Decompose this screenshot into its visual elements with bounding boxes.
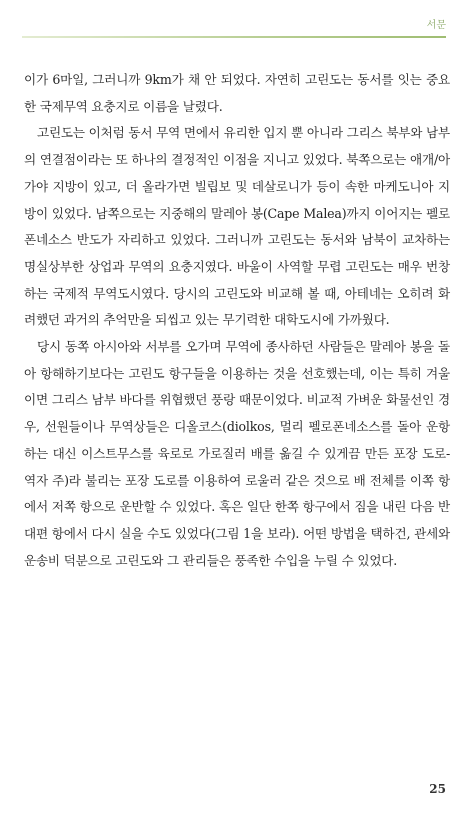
page-number: 25 [429, 782, 446, 796]
paragraph-2: 고린도는 이처럼 동서 무역 면에서 유리한 입지 뿐 아니라 그리스 북부와 남부의 연결점이라는 또 하나의 결정적인 이점을 지니고 있었다. 북쪽으로는 애개/아가야 지방이 있고, 더 올라가면 빌립보 및 데살로니가 등이 속한 마케도니아 지방이 있었다. 남쪽으로는 지중해의 말레아 봉(Cape Malea)까지 이어지는 펠로폰네소스 반도가 자리하고 있었다. 그러니까 고린도는 동서와 남북이 교차하는 명실상부한 상업과 무역의 요충지였다. 바울이 사역할 무렵 고린도는 매우 번창하는 국제적 무역도시였다. 당시의 고린도와 비교해 볼 때, 아테네는 오히려 화려했던 과거의 추억만을 되씹고 있는 무기력한 대학도시에 가까웠다. [24, 125, 450, 328]
header-rule [22, 36, 446, 38]
body-text [24, 67, 450, 574]
paragraph-1: 이가 6마일, 그러니까 9km가 채 안 되었다. 자연히 고린도는 동서를 잇는 중요한 국제무역 요충지로 이름을 날렸다. [24, 72, 450, 114]
paragraph-3: 당시 동쪽 아시아와 서부를 오가며 무역에 종사하던 사람들은 말레아 봉을 돌아 항해하기보다는 고린도 항구들을 이용하는 것을 선호했는데, 이는 특히 겨울이면 그리스 남부 바다를 위협했던 풍랑 때문이었다. 비교적 가벼운 화물선인 경우, 선원들이나 무역상들은 디올코스(diolkos, 멀리 펠로폰네소스를 돌아 운항하는 대신 이스트무스를 육로로 가로질러 배를 옮길 수 있게끔 만든 포장 도로-역자 주)라 불리는 포장 도로를 이용하여 로울러 같은 것으로 배 전체를 이쪽 항에서 저쪽 항으로 운반할 수 있었다. 혹은 일단 한쪽 항구에서 짐을 내린 다음 반대편 항에서 다시 실을 수도 있었다(그림 1을 보라). 어떤 방법을 택하건, 관세와 운송비 덕분으로 고린도와 그 관리들은 풍족한 수입을 누릴 수 있었다. [24, 339, 450, 568]
running-header: 서문 [426, 20, 446, 31]
